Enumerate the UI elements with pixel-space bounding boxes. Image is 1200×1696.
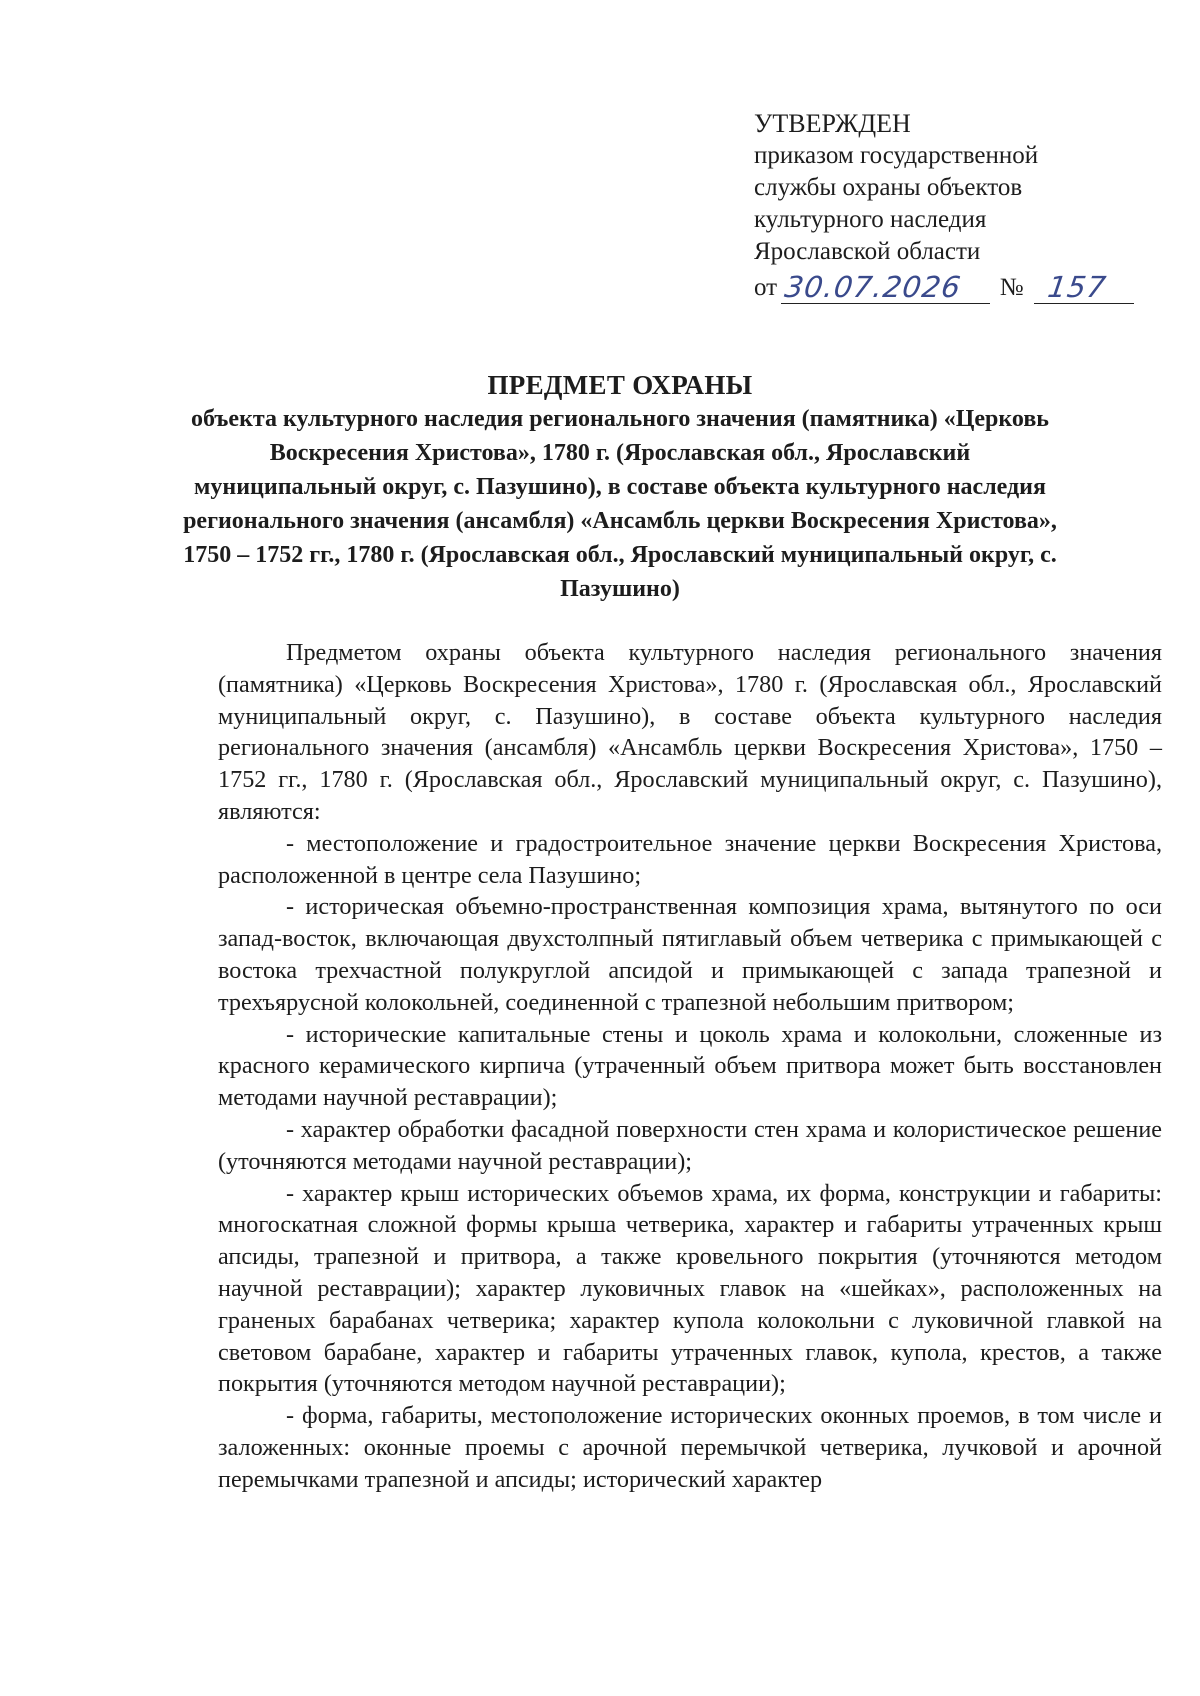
- list-item: - историческая объемно-пространственная композиция храма, вытянутого по оси запад-восток, включающая двухстолпный пятиглавый объем четверика с примыкающей с востока трехчастной полукруглой апсидой и примыкающей с запада трапезной и трехъярусной колокольней, соединенной с трапезной небольшим притвором;: [218, 893, 1162, 1016]
- list-item: - характер крыш исторических объемов храма, их форма, конструкции и габариты: многоскатная сложной формы крыша четверика, характер и габариты утраченных крыш апсиды, трапезной и притвора, а также кровельного покрытия (уточняются методом научной реставрации); характер луковичных главок на «шейках», расположенных на граненых барабанах четверика; характер купола колокольни с луковичной главкой на световом барабане, характер и габариты утраченных главок, купола, крестов, а также покрытия (уточняются методом научной реставрации);: [218, 1179, 1162, 1398]
- document-title-block: [180, 368, 1060, 606]
- date-label: от: [754, 274, 778, 301]
- approval-line: приказом государственной: [754, 142, 1039, 169]
- approval-stamp-block: [754, 108, 1134, 304]
- list-item: - местоположение и градостроительное значение церкви Воскресения Христова, расположенной в центре села Пазушино;: [218, 829, 1162, 889]
- approval-date-number-row: [754, 268, 1134, 304]
- approval-line: Ярославской области: [754, 238, 981, 265]
- number-field: [1034, 270, 1134, 304]
- handwritten-number: 157: [1045, 270, 1109, 304]
- document-subtitle: объекта культурного наследия регионального значения (памятника) «Церковь Воскресения Христова», 1780 г. (Ярославская обл., Ярославский муниципальный округ, с. Пазушино), в составе объекта культурного наследия регионального значения (ансамбля) «Ансамбль церкви Воскресения Христова», 1750 – 1752 гг., 1780 г. (Ярославская обл., Ярославский муниципальный округ, с. Пазушино): [183, 406, 1057, 602]
- approval-line: культурного наследия: [754, 206, 987, 233]
- list-item: - характер обработки фасадной поверхности стен храма и колористическое решение (уточняются методами научной реставрации);: [218, 1115, 1162, 1175]
- list-item: - исторические капитальные стены и цоколь храма и колокольни, сложенные из красного керамического кирпича (утраченный объем притвора может быть восстановлен методами научной реставрации);: [218, 1020, 1162, 1112]
- document-body: [218, 637, 1162, 1496]
- intro-paragraph: Предметом охраны объекта культурного наследия регионального значения (памятника) «Церковь Воскресения Христова», 1780 г. (Ярославская обл., Ярославский муниципальный округ, с. Пазушино), в составе объекта культурного наследия регионального значения (ансамбля) «Ансамбль церкви Воскресения Христова», 1750 – 1752 гг., 1780 г. (Ярославская обл., Ярославский муниципальный округ, с. Пазушино), являются:: [218, 639, 1162, 825]
- approval-title: УТВЕРЖДЕН: [754, 109, 911, 138]
- number-label: №: [999, 274, 1024, 301]
- document-title: ПРЕДМЕТ ОХРАНЫ: [487, 370, 753, 400]
- date-field: [781, 270, 990, 304]
- handwritten-date: 30.07.2026: [782, 270, 964, 304]
- list-item: - форма, габариты, местоположение исторических оконных проемов, в том числе и заложенных: оконные проемы с арочной перемычкой четверика, лучковой и арочной перемычками трапезной и апсиды; исторический характер: [218, 1402, 1162, 1493]
- approval-line: службы охраны объектов: [754, 174, 1023, 201]
